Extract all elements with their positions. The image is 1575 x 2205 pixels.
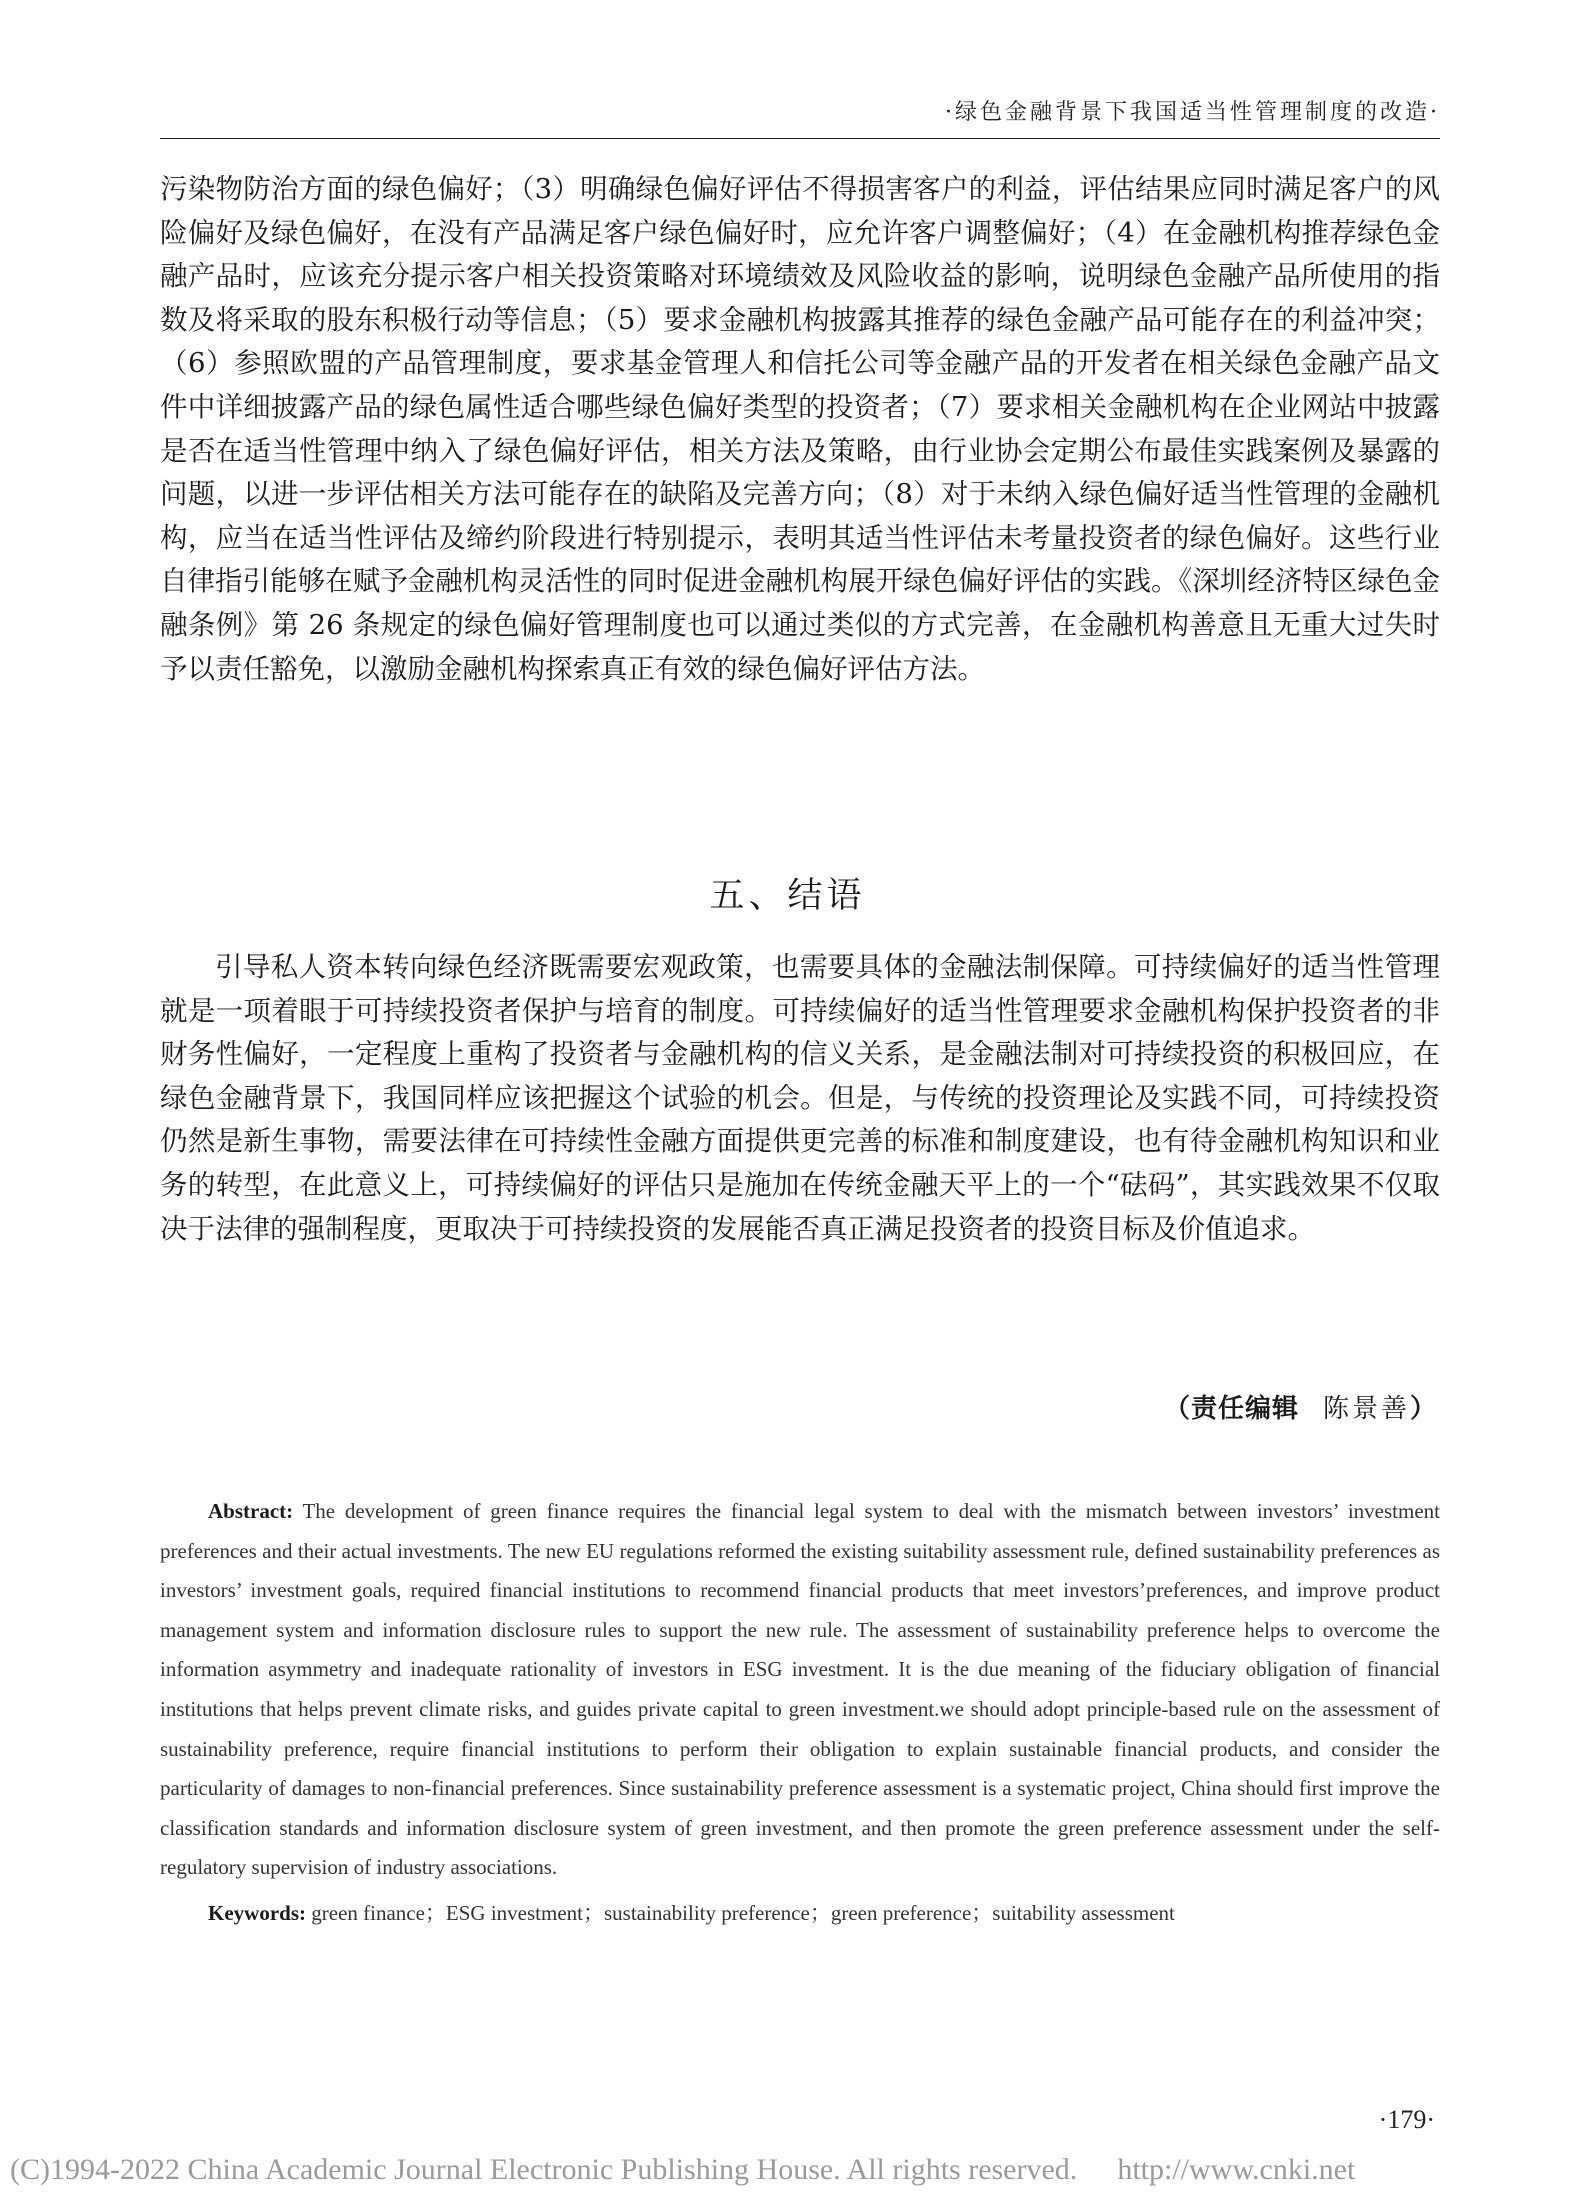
abstract-paragraph [160,1492,1440,1888]
editor-name: 陈景善 [1322,1394,1410,1424]
section-heading-conclusion: 五、结语 [709,876,866,916]
site-url[interactable]: http://www.cnki.net [1117,2153,1356,2186]
keywords-text: green finance；ESG investment；sustainability preference；green preference；suitability assessment [311,1900,1175,1925]
body-section [160,168,1440,691]
abstract-label: Abstract: [208,1499,294,1523]
conclusion-paragraph: 引导私人资本转向绿色经济既需要宏观政策，也需要具体的金融法制保障。可持续偏好的适当性管理就是一项着眼于可持续投资者保护与培育的制度。可持续偏好的适当性管理要求金融机构保护投资者的非财务性偏好，一定程度上重构了投资者与金融机构的信义关系，是金融法制对可持续投资的积极回应，在绿色金融背景下，我国同样应该把握这个试验的机会。但是，与传统的投资理论及实践不同，可持续投资仍然是新生事物，需要法律在可持续性金融方面提供更完善的标准和制度建设，也有待金融机构知识和业务的转型，在此意义上，可持续偏好的评估只是施加在传统金融天平上的一个“砝码”，其实践效果不仅取决于法律的强制程度，更取决于可持续投资的发展能否真正满足投资者的投资目标及价值追求。 [160,951,1440,1245]
keywords-label: Keywords: [208,1900,306,1925]
conclusion-section [160,946,1440,1251]
responsible-editor [1164,1388,1437,1425]
editor-close-paren: ） [1409,1394,1437,1424]
keywords-line [160,1894,1440,1934]
abstract-text: The development of green finance requires the financial legal system to deal with the mismatch between investors’ investment preferences and their actual investments. The new EU regulations reformed the existing suitability assessment rule, defined sustainability preferences as investors’ investment goals, required financial institutions to recommend financial products that meet investors’preferences, and improve product management system and information disclosure rules to support the new rule. The assessment of sustainability preference helps to overcome the information asymmetry and inadequate rationality of investors in ESG investment. It is the due meaning of the fiduciary obligation of financial institutions that helps prevent climate risks, and guides private capital to green investment.we should adopt principle-based rule on the assessment of sustainability preference, require financial institutions to perform their obligation to explain sustainable financial products, and consider the particularity of damages to non-financial preferences. Since sustainability preference assessment is a systematic project, China should first improve the classification standards and information disclosure system of green investment, and then promote the green preference assessment under the self-regulatory supervision of industry associations. [160,1499,1440,1880]
header-rule [160,138,1440,139]
editor-label: 责任编辑 [1190,1394,1299,1424]
copyright-text: (C)1994-2022 China Academic Journal Electronic Publishing House. All rights reserved. [10,2153,1078,2186]
page-number: ·179· [1378,2105,1435,2134]
running-header: ·绿色金融背景下我国适当性管理制度的改造· [945,100,1440,125]
body-paragraph: 污染物防治方面的绿色偏好；（3）明确绿色偏好评估不得损害客户的利益，评估结果应同时满足客户的风险偏好及绿色偏好，在没有产品满足客户绿色偏好时，应允许客户调整偏好；（4）在金融机构推荐绿色金融产品时，应该充分提示客户相关投资策略对环境绩效及风险收益的影响，说明绿色金融产品所使用的指数及将采取的股东积极行动等信息；（5）要求金融机构披露其推荐的绿色金融产品可能存在的利益冲突；（6）参照欧盟的产品管理制度，要求基金管理人和信托公司等金融产品的开发者在相关绿色金融产品文件中详细披露产品的绿色属性适合哪些绿色偏好类型的投资者；（7）要求相关金融机构在企业网站中披露是否在适当性管理中纳入了绿色偏好评估，相关方法及策略，由行业协会定期公布最佳实践案例及暴露的问题，以进一步评估相关方法可能存在的缺陷及完善方向；（8）对于未纳入绿色偏好适当性管理的金融机构，应当在适当性评估及缔约阶段进行特别提示，表明其适当性评估未考量投资者的绿色偏好。这些行业自律指引能够在赋予金融机构灵活性的同时促进金融机构展开绿色偏好评估的实践。《深圳经济特区绿色金融条例》第 26 条规定的绿色偏好管理制度也可以通过类似的方式完善，在金融机构善意且无重大过失时予以责任豁免，以激励金融机构探索真正有效的绿色偏好评估方法。 [160,173,1440,685]
abstract-section [160,1492,1440,1934]
editor-open-paren: （ [1163,1394,1191,1424]
copyright-footer [10,2153,1355,2187]
